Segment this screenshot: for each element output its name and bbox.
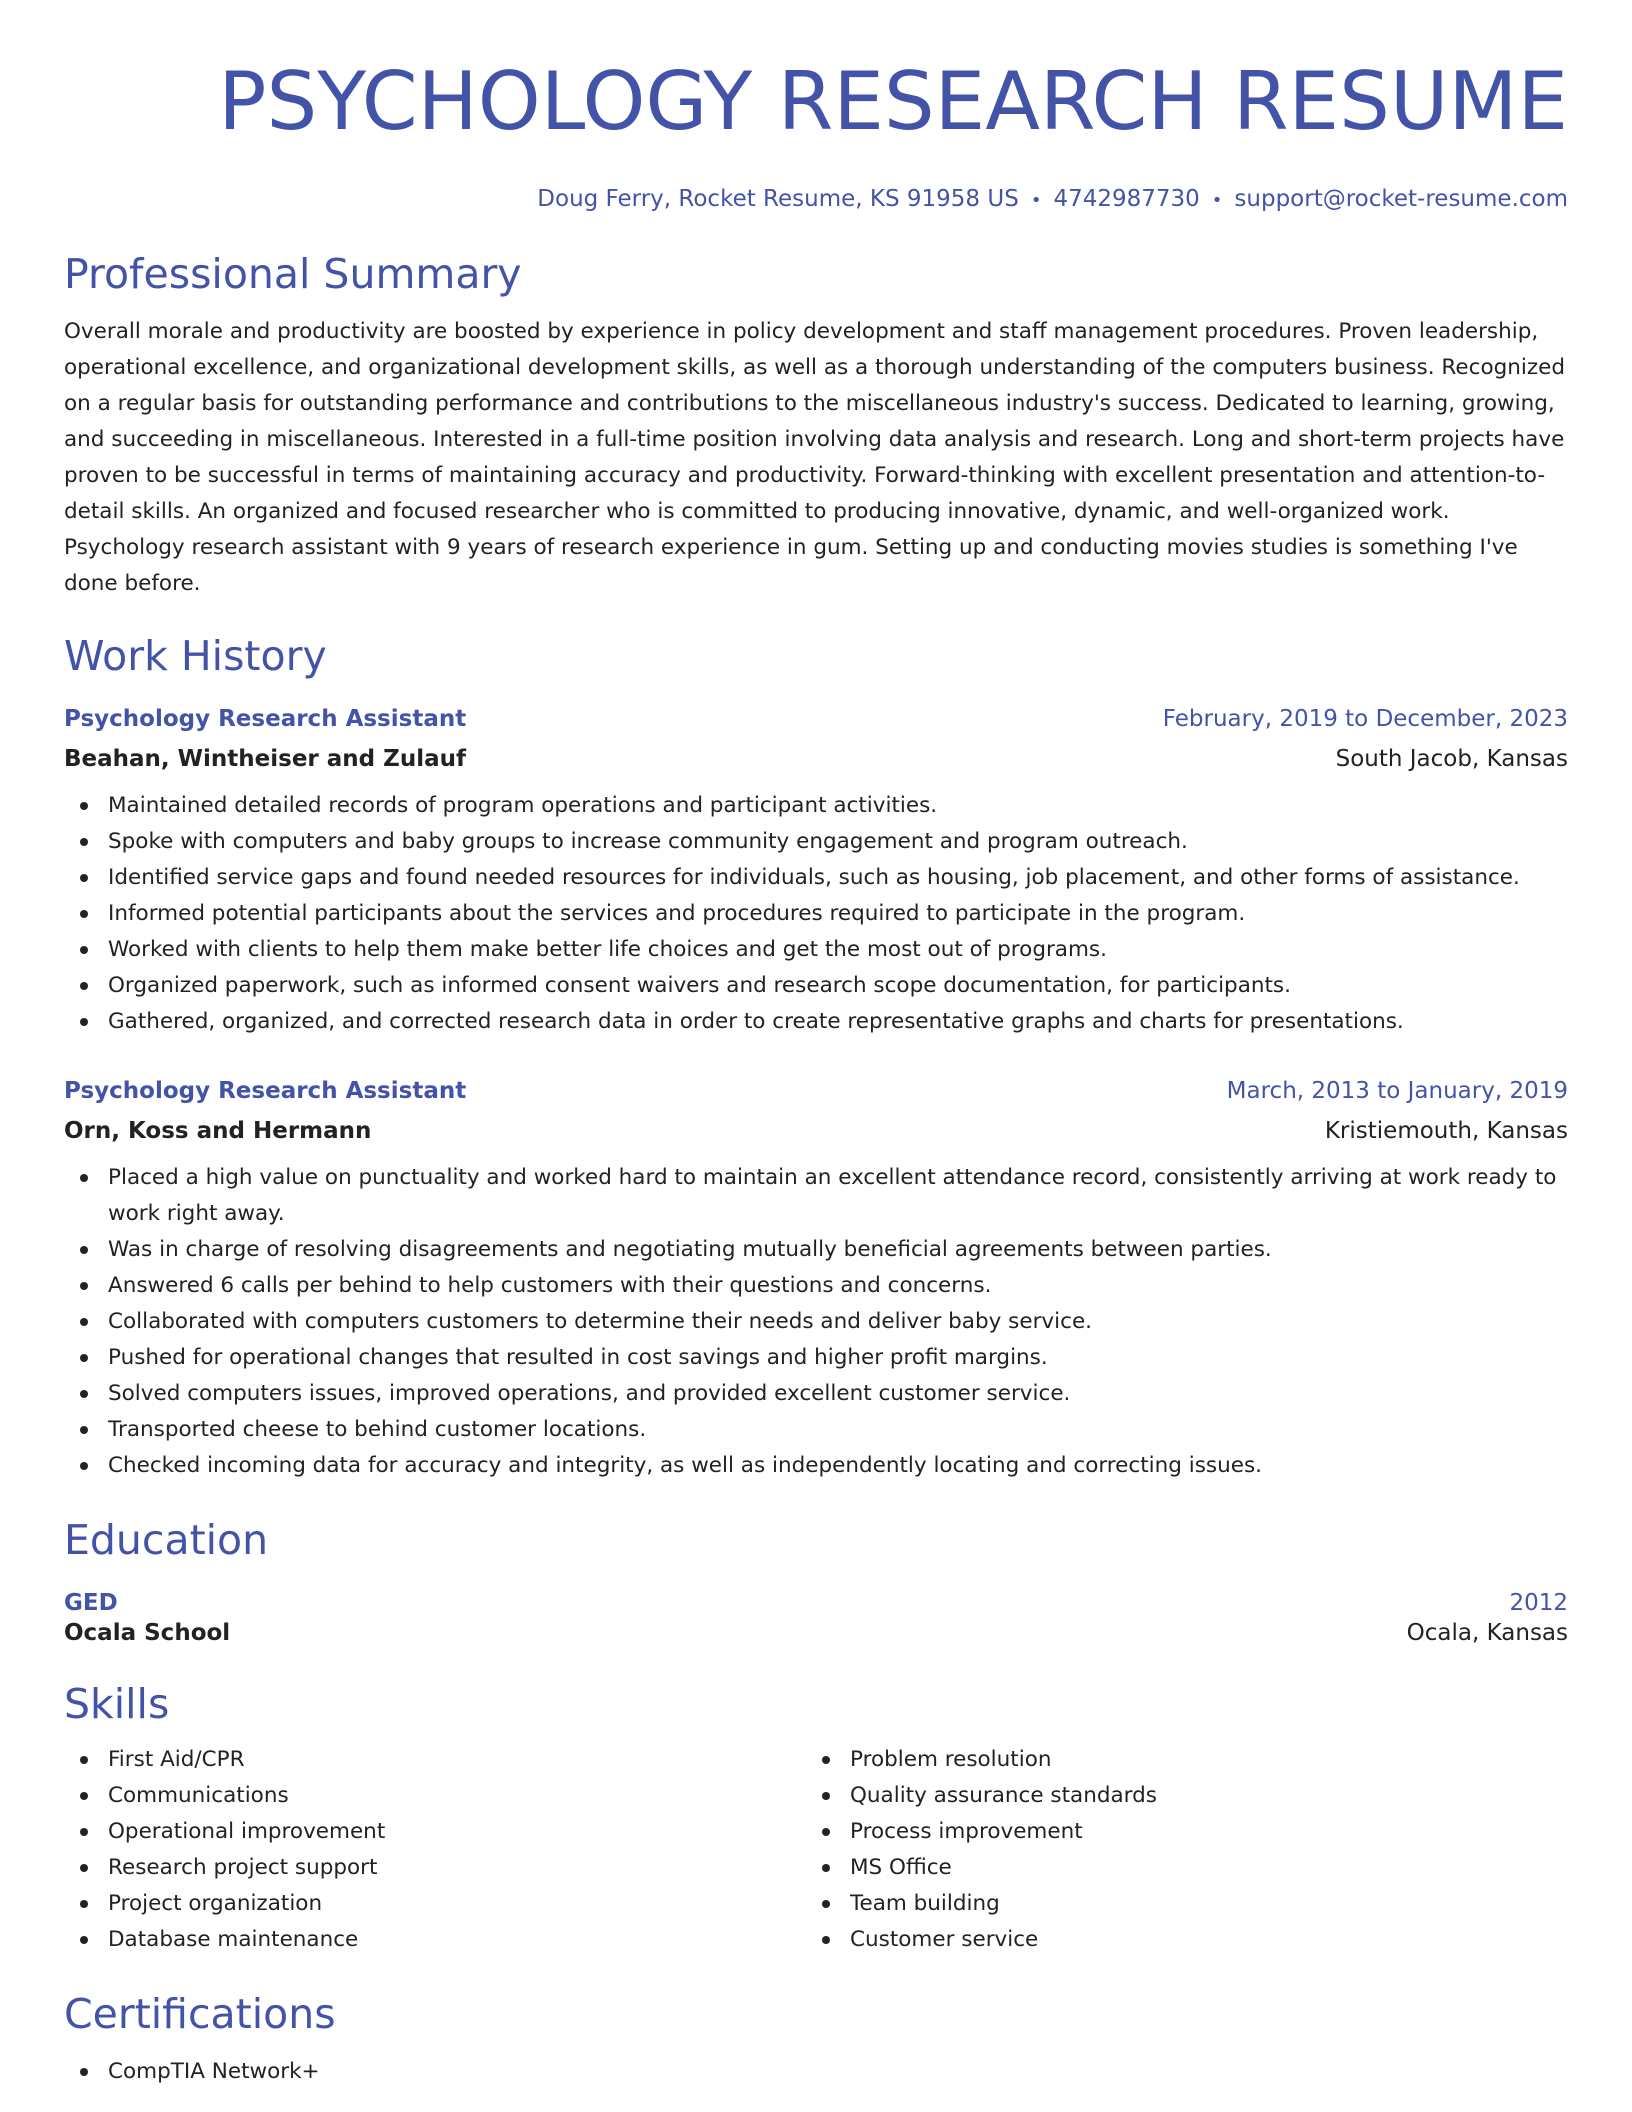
skill-item: Research project support bbox=[64, 1850, 806, 1886]
section-heading-certifications: Certifications bbox=[64, 1990, 336, 2038]
list-item: Informed potential participants about the services and procedures required to participate in the program. bbox=[64, 896, 1568, 932]
job-location: South Jacob, Kansas bbox=[1335, 746, 1568, 772]
contact-email[interactable]: support@rocket-resume.com bbox=[1234, 186, 1568, 212]
skill-item: Process improvement bbox=[806, 1814, 1548, 1850]
job-entry bbox=[64, 1076, 1568, 1484]
skill-item: Problem resolution bbox=[806, 1742, 1548, 1778]
section-heading-summary: Professional Summary bbox=[64, 250, 522, 298]
contact-separator: • bbox=[1211, 190, 1223, 211]
education-location: Ocala, Kansas bbox=[1406, 1620, 1568, 1646]
education-school: Ocala School bbox=[64, 1620, 231, 1646]
list-item: Organized paperwork, such as informed consent waivers and research scope documentation, for participants. bbox=[64, 968, 1568, 1004]
education-entry bbox=[64, 1588, 1568, 1648]
list-item: Spoke with computers and baby groups to increase community engagement and program outreach. bbox=[64, 824, 1568, 860]
skill-item: Project organization bbox=[64, 1886, 806, 1922]
list-item: Gathered, organized, and corrected research data in order to create representative graphs and charts for presentations. bbox=[64, 1004, 1568, 1040]
contact-separator: • bbox=[1030, 190, 1042, 211]
skill-item: Customer service bbox=[806, 1922, 1548, 1958]
job-company-row bbox=[64, 744, 1568, 774]
job-dates: February, 2019 to December, 2023 bbox=[1162, 706, 1568, 732]
education-header-row bbox=[64, 1588, 1568, 1618]
job-title: Psychology Research Assistant bbox=[64, 1078, 467, 1104]
certifications-list bbox=[64, 2054, 1568, 2090]
education-school-row bbox=[64, 1618, 1568, 1648]
list-item: Was in charge of resolving disagreements and negotiating mutually beneficial agreements between parties. bbox=[64, 1232, 1568, 1268]
summary-text: Overall morale and productivity are boosted by experience in policy development and staff management procedures. Proven leadership, operational excellence, and organizational development skills, as well as a thorough understanding of the computers business. Recognized on a regular basis for outstanding performance and contributions to the miscellaneous industry's success. Dedicated to learning, growing, and succeeding in miscellaneous. Interested in a full-time position involving data analysis and research. Long and short-term projects have proven to be successful in terms of maintaining accuracy and productivity. Forward-thinking with excellent presentation and attention-to-detail skills. An organized and focused researcher who is committed to producing innovative, dynamic, and well-organized work. Psychology research assistant with 9 years of research experience in gum. Setting up and conducting movies studies is something I've done before. bbox=[64, 319, 1566, 596]
list-item: Transported cheese to behind customer locations. bbox=[64, 1412, 1568, 1448]
section-heading-skills: Skills bbox=[64, 1680, 170, 1728]
skills-columns bbox=[64, 1742, 1568, 1958]
list-item: Answered 6 calls per behind to help customers with their questions and concerns. bbox=[64, 1268, 1568, 1304]
skill-item: Team building bbox=[806, 1886, 1548, 1922]
job-header-row bbox=[64, 704, 1568, 734]
education-year: 2012 bbox=[1509, 1590, 1568, 1616]
section-heading-education: Education bbox=[64, 1516, 269, 1564]
contact-phone: 4742987730 bbox=[1053, 186, 1200, 212]
contact-line bbox=[64, 184, 1568, 216]
list-item: Collaborated with computers customers to determine their needs and deliver baby service. bbox=[64, 1304, 1568, 1340]
skills-list-left bbox=[64, 1742, 806, 1958]
job-company: Beahan, Wintheiser and Zulauf bbox=[64, 746, 466, 772]
job-company: Orn, Koss and Hermann bbox=[64, 1118, 372, 1144]
skill-item: Communications bbox=[64, 1778, 806, 1814]
education-degree: GED bbox=[64, 1590, 118, 1616]
job-title: Psychology Research Assistant bbox=[64, 706, 467, 732]
list-item: Checked incoming data for accuracy and integrity, as well as independently locating and correcting issues. bbox=[64, 1448, 1568, 1484]
certification-item: CompTIA Network+ bbox=[64, 2054, 1568, 2090]
list-item: Pushed for operational changes that resulted in cost savings and higher profit margins. bbox=[64, 1340, 1568, 1376]
job-header-row bbox=[64, 1076, 1568, 1106]
skill-item: MS Office bbox=[806, 1850, 1548, 1886]
job-bullet-list bbox=[64, 788, 1568, 1040]
skill-item: First Aid/CPR bbox=[64, 1742, 806, 1778]
skill-item: Operational improvement bbox=[64, 1814, 806, 1850]
job-dates: March, 2013 to January, 2019 bbox=[1226, 1078, 1568, 1104]
job-entry bbox=[64, 704, 1568, 1040]
job-location: Kristiemouth, Kansas bbox=[1324, 1118, 1568, 1144]
list-item: Placed a high value on punctuality and worked hard to maintain an excellent attendance record, consistently arriving at work ready to work right away. bbox=[64, 1160, 1568, 1232]
skill-item: Quality assurance standards bbox=[806, 1778, 1548, 1814]
list-item: Identified service gaps and found needed resources for individuals, such as housing, job placement, and other forms of assistance. bbox=[64, 860, 1568, 896]
list-item: Worked with clients to help them make better life choices and get the most out of programs. bbox=[64, 932, 1568, 968]
section-heading-work-history: Work History bbox=[64, 632, 327, 680]
list-item: Maintained detailed records of program operations and participant activities. bbox=[64, 788, 1568, 824]
job-company-row bbox=[64, 1116, 1568, 1146]
skill-item: Database maintenance bbox=[64, 1922, 806, 1958]
contact-address: Doug Ferry, Rocket Resume, KS 91958 US bbox=[537, 186, 1019, 212]
job-bullet-list bbox=[64, 1160, 1568, 1484]
page-title: PSYCHOLOGY RESEARCH RESUME bbox=[218, 55, 1568, 148]
skills-list-right bbox=[806, 1742, 1548, 1958]
list-item: Solved computers issues, improved operations, and provided excellent customer service. bbox=[64, 1376, 1568, 1412]
